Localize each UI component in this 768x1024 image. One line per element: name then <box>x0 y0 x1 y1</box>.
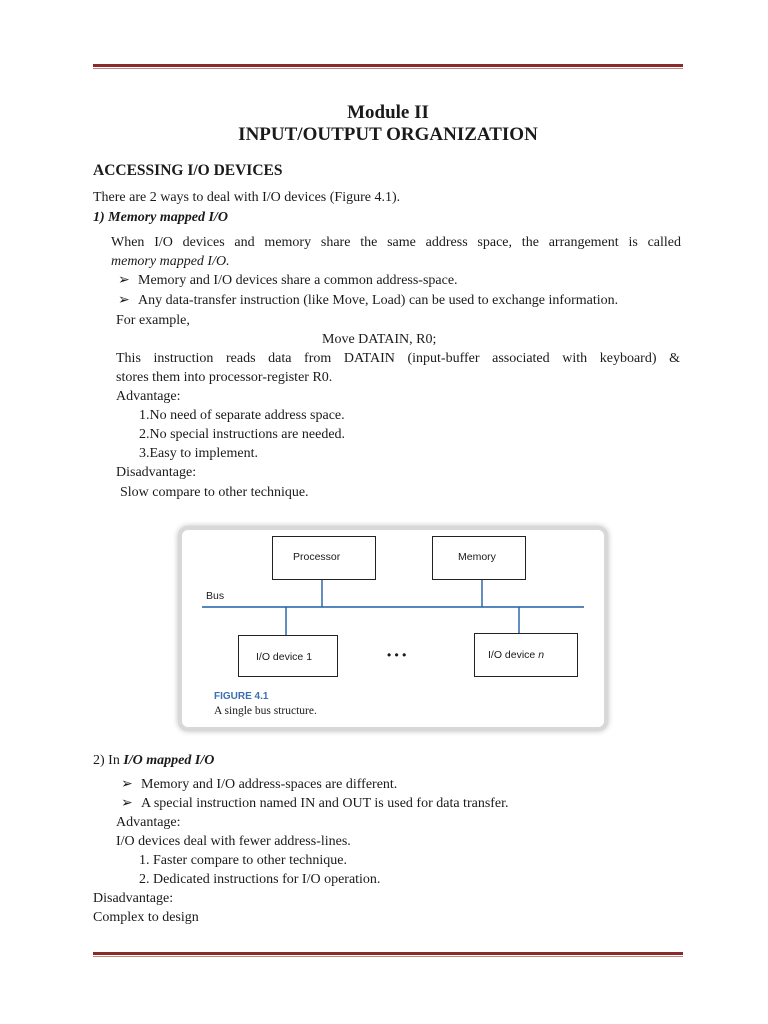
io-advantage-item: 2. Dedicated instructions for I/O operation. <box>139 872 381 887</box>
section-intro: There are 2 ways to deal with I/O devices (Figure 4.1). <box>93 190 401 205</box>
code-example: Move DATAIN, R0; <box>322 332 437 347</box>
memory-mapped-bullet-2: ➢ Any data-transfer instruction (like Move, Load) can be used to exchange information. <box>118 293 619 308</box>
page-title: INPUT/OUTPUT ORGANIZATION <box>238 124 538 145</box>
io-mapped-bullet-2: ➢ A special instruction named IN and OUT is used for data transfer. <box>121 796 509 811</box>
memory-mapped-bullet-1: ➢ Memory and I/O devices share a common address-space. <box>118 273 458 288</box>
io-device-n-label: I/O device n <box>488 649 545 661</box>
io-mapped-bullet-1: ➢ Memory and I/O address-spaces are different. <box>121 777 398 792</box>
io-disadvantage-label: Disadvantage: <box>93 891 174 906</box>
memory-label: Memory <box>458 551 496 563</box>
disadvantage-text: Slow compare to other technique. <box>120 485 309 500</box>
arrow-bullet-icon: ➢ <box>118 293 130 308</box>
bus-label: Bus <box>206 590 225 602</box>
figure-single-bus-structure <box>178 526 608 731</box>
figure-caption-text: A single bus structure. <box>214 705 317 717</box>
io-mapped-title: 2) In I/O mapped I/O <box>93 753 215 768</box>
explanation-line2: stores them into processor-register R0. <box>116 370 333 385</box>
advantage-item: 2.No special instructions are needed. <box>139 427 346 442</box>
bottom-rule <box>93 952 683 957</box>
io-device-1-label: I/O device 1 <box>256 651 313 663</box>
figure-caption-label: FIGURE 4.1 <box>214 691 269 702</box>
io-advantage-intro: I/O devices deal with fewer address-lines. <box>116 834 351 849</box>
top-rule <box>93 64 683 69</box>
io-advantage-label: Advantage: <box>116 815 181 830</box>
section-heading: ACCESSING I/O DEVICES <box>93 162 283 179</box>
memory-mapped-definition-line2: memory mapped I/O. <box>111 254 230 269</box>
disadvantage-label: Disadvantage: <box>116 465 197 480</box>
arrow-bullet-icon: ➢ <box>118 273 130 288</box>
io-disadvantage-text: Complex to design <box>93 910 199 925</box>
for-example-label: For example, <box>116 313 190 328</box>
processor-label: Processor <box>293 551 341 563</box>
advantage-label: Advantage: <box>116 389 181 404</box>
advantage-item: 1.No need of separate address space. <box>139 408 345 423</box>
io-advantage-item: 1. Faster compare to other technique. <box>139 853 347 868</box>
ellipsis-dots: • • • <box>387 648 407 662</box>
arrow-bullet-icon: ➢ <box>121 777 133 792</box>
module-number: Module II <box>347 102 429 123</box>
explanation-line1: This instruction reads data from DATAIN (input-buffer associated with keyboard) & <box>116 351 680 366</box>
arrow-bullet-icon: ➢ <box>121 796 133 811</box>
memory-mapped-title: 1) Memory mapped I/O <box>93 210 228 225</box>
advantage-item: 3.Easy to implement. <box>139 446 258 461</box>
memory-mapped-definition-line1: When I/O devices and memory share the same address space, the arrangement is called <box>111 235 681 250</box>
